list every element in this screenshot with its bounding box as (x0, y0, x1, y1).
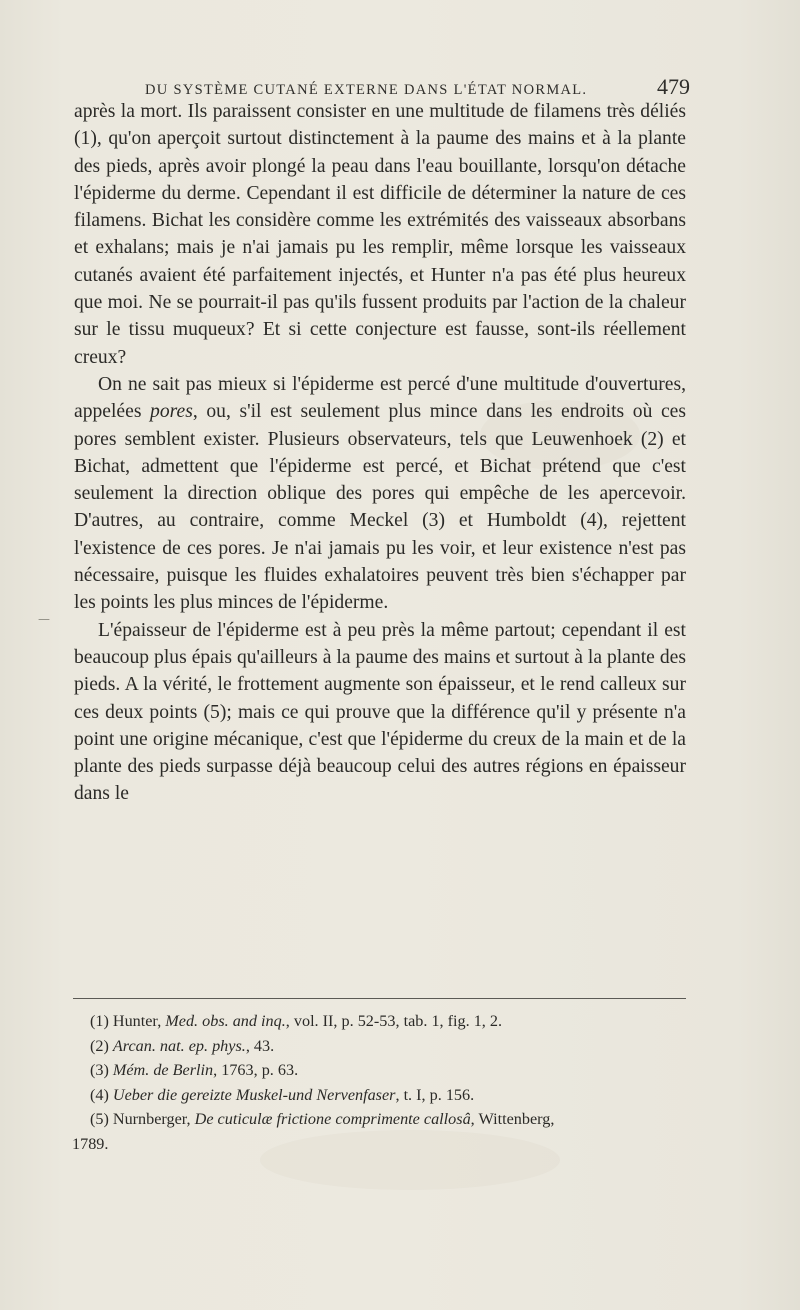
footnote-title: Ueber die gereizte Muskel-und Nervenfaser (112, 1085, 396, 1104)
page-body (74, 98, 686, 808)
emphasized-term: pores (150, 401, 193, 423)
footnote-5: (5) Nurnberger, De cuticulæ frictione comprimente callosâ, Wittenberg, (90, 1110, 555, 1129)
footnote-mark: (3) (90, 1061, 109, 1080)
footnote-title: Arcan. nat. ep. phys. (112, 1036, 246, 1055)
paragraph-2-text: On ne sait pas mieux si l'épiderme est percé d'une multitude d'ouvertures, appelées pores, ou, s'il est seulement plus mince dans les endroits où ces pores semblent exister. Plusieurs observateurs, tels que Leuwenhoek (2) et Bichat, admettent que l'épiderme est percé, et Bichat prétend que c'est seulement la direction oblique des pores qui empêche de les apercevoir. D'autres, au contraire, comme Meckel (3) et Humboldt (4), rejettent l'existence de ces pores. Je n'ai jamais pu les voir, et leur existence n'est pas nécessaire, puisque les fluides exhalatoires peuvent très bien s'échapper par les points les plus minces de l'épiderme. (74, 373, 686, 614)
footnote-1: (1) Hunter, Med. obs. and inq., vol. II, p. 52-53, tab. 1, fig. 1, 2. (90, 1012, 503, 1030)
paragraph-2 (74, 371, 686, 617)
footnote-title: De cuticulæ frictione comprimente callosâ (194, 1110, 471, 1129)
page-number: 479 (657, 74, 690, 99)
footnote-detail: , t. I, p. 156. (395, 1085, 475, 1104)
footnote-author: Hunter (112, 1012, 158, 1030)
footnote-title: Med. obs. and inq. (165, 1012, 286, 1030)
footnote-title: Mém. de Berlin (112, 1061, 214, 1080)
footnote-2 (80, 1034, 690, 1059)
page-header (145, 74, 690, 100)
running-head: DU SYSTÈME CUTANÉ EXTERNE DANS L'ÉTAT NORMAL. (145, 82, 588, 98)
footnote-3 (80, 1058, 690, 1083)
footnote-detail: , vol. II, p. 52-53, tab. 1, fig. 1, 2. (285, 1012, 503, 1030)
footnote-detail: , Wittenberg, (470, 1110, 555, 1129)
footnote-4 (80, 1083, 690, 1108)
footnote-mark: (1) (90, 1012, 109, 1030)
footnote-5-continuation: 1789. (72, 1134, 109, 1153)
margin-dash-mark: — (38, 612, 50, 626)
footnote-mark: (5) (90, 1110, 109, 1129)
footnote-author: Nurnberger (112, 1110, 187, 1129)
footnote-detail: , 1763, p. 63. (213, 1061, 299, 1080)
footnote-mark: (2) (90, 1036, 109, 1055)
footnote-mark: (4) (90, 1085, 109, 1104)
footnotes (72, 1009, 690, 1157)
paragraph-1: après la mort. Ils paraissent consister en une multitude de filamens très déliés (1), qu'on aperçoit surtout distinctement à la paume des mains et à la plante des pieds, après avoir plongé la peau dans l'eau bouillante, lorsqu'on détache l'épiderme du derme. Cependant il est difficile de déterminer la nature de ces filamens. Bichat les considère comme les extrémités des vaisseaux absorbans et exhalans; mais je n'ai jamais pu les remplir, même lorsque les vaisseaux cutanés avaient été parfaitement injectés, et Hunter n'a pas été plus heureux que moi. Ne se pourrait-il pas qu'ils fussent produits par l'action de la chaleur sur le tissu muqueux? Et si cette conjecture est fausse, sont-ils réellement creux? (74, 101, 686, 368)
footnote-detail: , 43. (245, 1036, 275, 1055)
footnote-rule (73, 998, 686, 999)
paragraph-3: L'épaisseur de l'épiderme est à peu près la même partout; cependant il est beaucoup plus épais qu'ailleurs à la paume des mains et surtout à la plante des pieds. A la vérité, le frottement augmente son épaisseur, et le rend calleux sur ces deux points (5); mais ce qui prouve que la différence qu'il y présente n'a point une origine mécanique, c'est que l'épiderme du creux de la main et de la plante des pieds surpasse déjà beaucoup celui des autres régions en épaisseur dans le (74, 619, 686, 805)
